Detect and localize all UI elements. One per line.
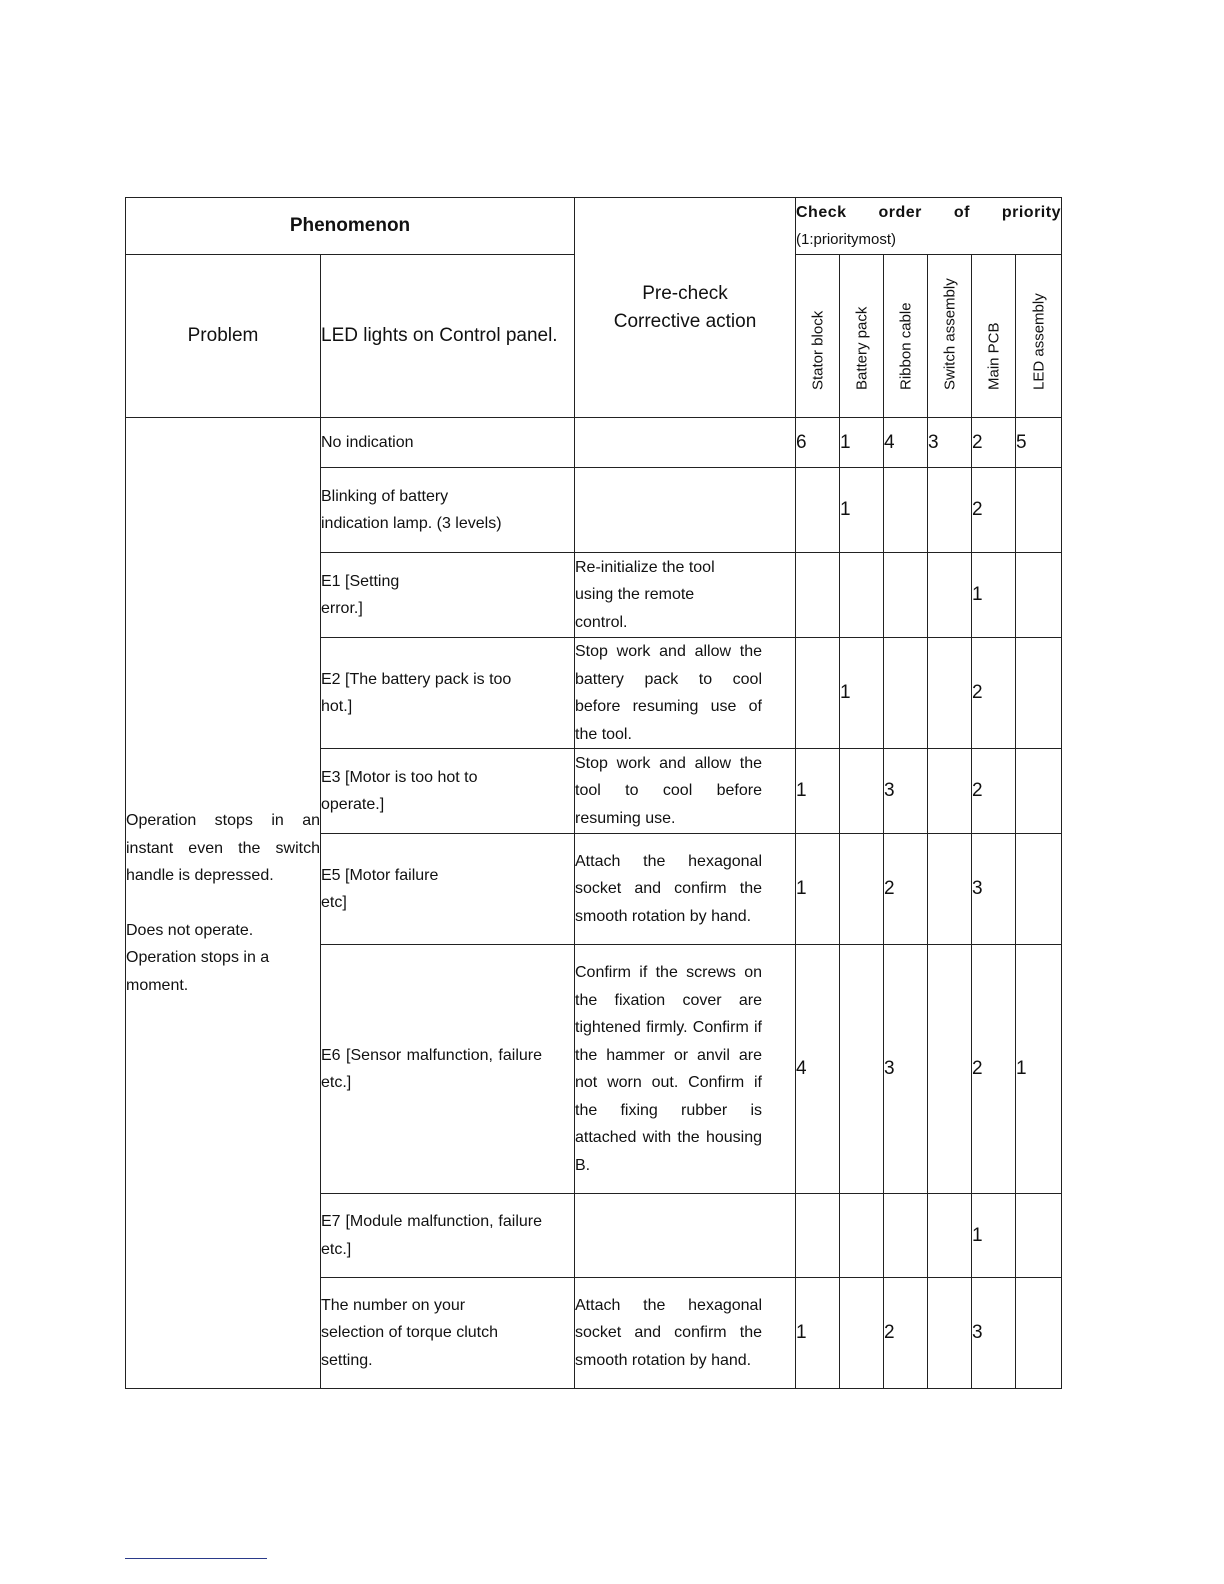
part-header-led-assembly: LED assembly (1016, 255, 1062, 418)
priority-cell (884, 1194, 928, 1278)
priority-cell: 2 (972, 749, 1016, 834)
priority-cell: 2 (884, 834, 928, 945)
priority-cell (840, 749, 884, 834)
priority-cell (796, 1194, 840, 1278)
priority-cell: 3 (972, 834, 1016, 945)
problem-text: Does not operate. Operation stops in a moment. (126, 921, 270, 994)
check-order-header (796, 198, 1062, 255)
led-cell: E5 [Motor failure etc] (321, 834, 575, 945)
priority-cell (840, 834, 884, 945)
priority-cell: 2 (884, 1278, 928, 1389)
priority-cell (1016, 638, 1062, 749)
priority-cell (840, 553, 884, 638)
priority-cell (928, 834, 972, 945)
precheck-header (575, 198, 796, 418)
priority-cell (928, 1194, 972, 1278)
led-cell: E1 [Setting error.] (321, 553, 575, 638)
action-cell: Attach the hexagonal socket and confirm the smooth rotation by hand. (575, 834, 796, 945)
priority-cell (796, 468, 840, 553)
priority-cell (884, 468, 928, 553)
problem-cell (126, 418, 321, 1389)
priority-cell: 4 (796, 945, 840, 1194)
priority-cell (796, 553, 840, 638)
action-cell: Re-initialize the tool using the remote control. (575, 553, 796, 638)
part-header-battery-pack: Battery pack (840, 255, 884, 418)
priority-cell: 3 (972, 1278, 1016, 1389)
priority-cell (928, 553, 972, 638)
part-header-ribbon-cable: Ribbon cable (884, 255, 928, 418)
priority-cell: 1 (840, 468, 884, 553)
priority-cell: 1 (1016, 945, 1062, 1194)
priority-cell (796, 638, 840, 749)
priority-cell: 2 (972, 468, 1016, 553)
priority-cell (884, 553, 928, 638)
led-cell: E2 [The battery pack is too hot.] (321, 638, 575, 749)
priority-cell (840, 1278, 884, 1389)
led-cell: The number on your selection of torque clutch setting. (321, 1278, 575, 1389)
priority-cell (928, 945, 972, 1194)
priority-cell (840, 1194, 884, 1278)
corrective-action-label: Corrective action (613, 310, 757, 332)
led-cell: E7 [Module malfunction, failure etc.] (321, 1194, 575, 1278)
led-cell: E3 [Motor is too hot to operate.] (321, 749, 575, 834)
check-word: order (878, 204, 922, 221)
priority-cell (840, 945, 884, 1194)
priority-cell (1016, 1194, 1062, 1278)
check-word: Check (796, 204, 847, 221)
led-cell: Blinking of battery indication lamp. (3 levels) (321, 468, 575, 553)
priority-cell: 2 (972, 945, 1016, 1194)
priority-cell: 1 (796, 749, 840, 834)
action-cell (575, 418, 796, 468)
priority-cell (928, 638, 972, 749)
problem-header: Problem (126, 255, 321, 418)
part-header-stator-block: Stator block (796, 255, 840, 418)
priority-cell: 2 (972, 418, 1016, 468)
troubleshooting-table (125, 197, 1062, 1389)
problem-text: Operation stops in an instant even the switch handle is depressed. (126, 812, 320, 884)
priority-cell: 2 (972, 638, 1016, 749)
table-row (126, 418, 1062, 468)
part-header-switch-assembly: Switch assembly (928, 255, 972, 418)
priority-cell (928, 468, 972, 553)
priority-cell: 1 (840, 418, 884, 468)
precheck-label: Pre-check (642, 282, 728, 304)
priority-cell: 3 (928, 418, 972, 468)
action-cell: Stop work and allow the tool to cool before resuming use. (575, 749, 796, 834)
priority-cell (1016, 553, 1062, 638)
part-header-main-pcb: Main PCB (972, 255, 1016, 418)
priority-cell: 4 (884, 418, 928, 468)
priority-cell (928, 749, 972, 834)
priority-cell: 1 (840, 638, 884, 749)
led-cell: E6 [Sensor malfunction, failure etc.] (321, 945, 575, 1194)
action-cell (575, 468, 796, 553)
led-cell: No indication (321, 418, 575, 468)
priority-cell (1016, 1278, 1062, 1389)
priority-cell (1016, 834, 1062, 945)
check-word: of (953, 204, 970, 221)
priority-cell: 1 (972, 1194, 1016, 1278)
priority-cell: 1 (796, 1278, 840, 1389)
check-word: priority (1001, 204, 1061, 221)
priority-cell: 1 (972, 553, 1016, 638)
action-cell: Attach the hexagonal socket and confirm the smooth rotation by hand. (575, 1278, 796, 1389)
priority-cell: 3 (884, 945, 928, 1194)
priority-note: (1:prioritymost) (796, 231, 897, 248)
priority-cell (884, 638, 928, 749)
action-cell: Confirm if the screws on the fixation cover are tightened firmly. Confirm if the hammer or anvil are not worn out. Confirm if the fixing rubber is attached with the housing B. (575, 945, 796, 1194)
priority-cell (1016, 749, 1062, 834)
led-header: LED lights on Control panel. (321, 255, 575, 418)
action-cell: Stop work and allow the battery pack to cool before resuming use of the tool. (575, 638, 796, 749)
priority-cell: 6 (796, 418, 840, 468)
footnote-separator (125, 1558, 267, 1559)
phenomenon-header: Phenomenon (126, 198, 575, 255)
priority-cell: 3 (884, 749, 928, 834)
priority-cell (1016, 468, 1062, 553)
priority-cell (928, 1278, 972, 1389)
action-cell (575, 1194, 796, 1278)
priority-cell: 5 (1016, 418, 1062, 468)
priority-cell: 1 (796, 834, 840, 945)
